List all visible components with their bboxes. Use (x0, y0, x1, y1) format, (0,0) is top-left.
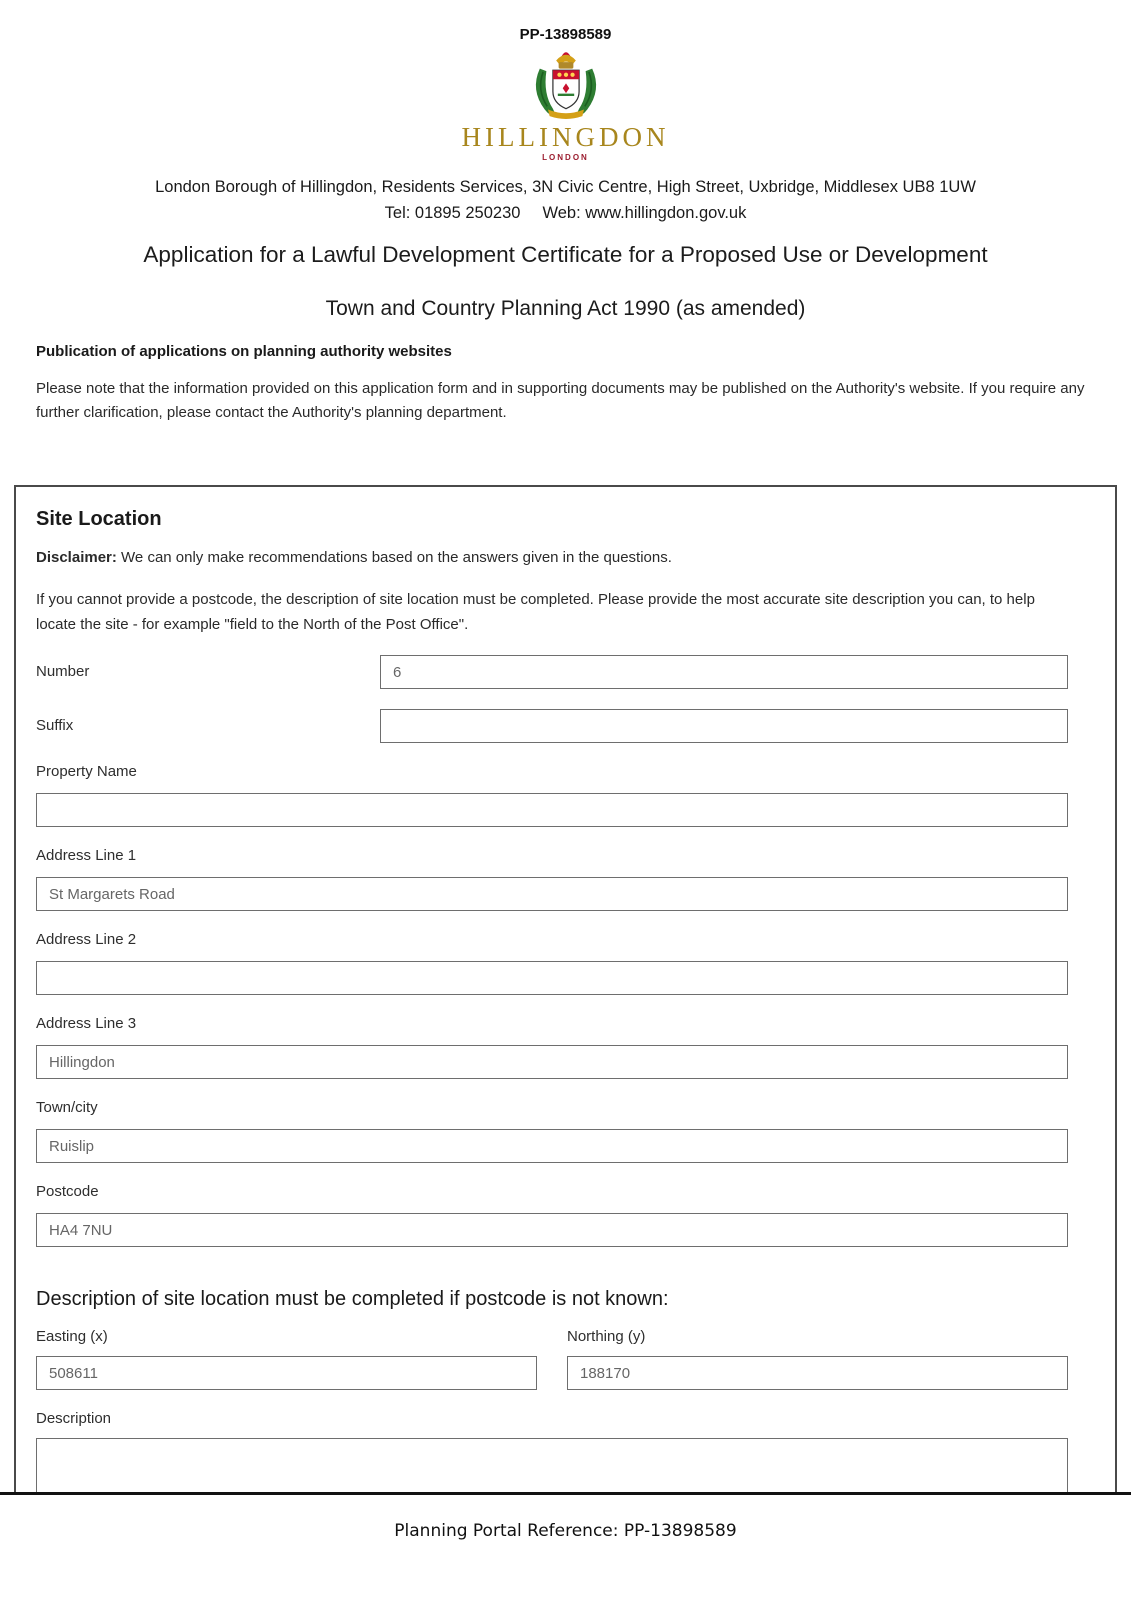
logo-subtitle: LONDON (542, 153, 589, 162)
description-section-heading: Description of site location must be completed if postcode is not known: (36, 1288, 669, 1310)
number-label: Number (36, 663, 90, 680)
field-address-line-1 (36, 847, 1068, 911)
easting-input[interactable] (36, 1356, 537, 1390)
suffix-input[interactable] (380, 709, 1068, 743)
easting-label: Easting (x) (36, 1328, 108, 1345)
field-postcode (36, 1183, 1068, 1247)
property-name-label: Property Name (36, 763, 137, 780)
site-location-heading: Site Location (36, 508, 162, 530)
description-textarea[interactable] (36, 1438, 1068, 1492)
field-address-line-3 (36, 1015, 1068, 1079)
address-line-1-input[interactable] (36, 877, 1068, 911)
portal-reference-top: PP-13898589 (519, 26, 612, 43)
form-title: Application for a Lawful Development Certificate for a Proposed Use or Development (143, 242, 988, 267)
field-row-number (36, 655, 1068, 689)
address-line-2-input[interactable] (36, 961, 1068, 995)
suffix-label: Suffix (36, 717, 74, 734)
field-easting (36, 1328, 537, 1390)
description-label: Description (36, 1410, 112, 1427)
postcode-instructions: If you cannot provide a postcode, the description of site location must be completed. Please provide the most accurate site description you can, to help locate the site - for example "field to the North of the Post Office". (36, 591, 1035, 633)
web-text: Web: www.hillingdon.gov.uk (542, 204, 747, 222)
address-line-3-input[interactable] (36, 1045, 1068, 1079)
address-line-2-label: Address Line 2 (36, 931, 137, 948)
address-line-3-label: Address Line 3 (36, 1015, 137, 1032)
disclaimer-body: We can only make recommendations based on the answers given in the questions. (116, 549, 672, 566)
field-town-city (36, 1099, 1068, 1163)
logo-wordmark: HILLINGDON (461, 122, 670, 152)
authority-address: London Borough of Hillingdon, Residents Services, 3N Civic Centre, High Street, Uxbridge, Middlesex UB8 1UW (155, 178, 976, 196)
postcode-input[interactable] (36, 1213, 1068, 1247)
field-property-name (36, 763, 1068, 827)
crest-icon (525, 49, 607, 121)
postcode-label: Postcode (36, 1183, 99, 1200)
footer-divider (0, 1492, 1131, 1495)
act-title: Town and Country Planning Act 1990 (as amended) (325, 297, 806, 320)
town-city-label: Town/city (36, 1099, 98, 1116)
publication-body: Please note that the information provided on this application form and in supporting documents may be published on the Authority's website. If you require any further clarification, please contact the Authority's planning department. (36, 380, 1085, 421)
field-row-suffix (36, 709, 1068, 743)
site-location-section (14, 485, 1117, 1492)
authority-contact (0, 203, 1131, 224)
property-name-input[interactable] (36, 793, 1068, 827)
northing-input[interactable] (567, 1356, 1068, 1390)
field-description (36, 1410, 1068, 1492)
disclaimer-label: Disclaimer: (36, 549, 117, 566)
address-line-1-label: Address Line 1 (36, 847, 137, 864)
northing-label: Northing (y) (567, 1328, 646, 1345)
disclaimer-text (36, 549, 1068, 567)
field-address-line-2 (36, 931, 1068, 995)
number-input[interactable] (380, 655, 1068, 689)
field-northing (567, 1328, 1068, 1390)
coordinates-row (36, 1328, 1068, 1390)
portal-reference-footer: Planning Portal Reference: PP-13898589 (394, 1521, 737, 1541)
tel-text: Tel: 01895 250230 (384, 204, 521, 222)
town-city-input[interactable] (36, 1129, 1068, 1163)
hillingdon-crest-logo (0, 49, 1131, 123)
publication-heading: Publication of applications on planning authority websites (36, 343, 452, 360)
